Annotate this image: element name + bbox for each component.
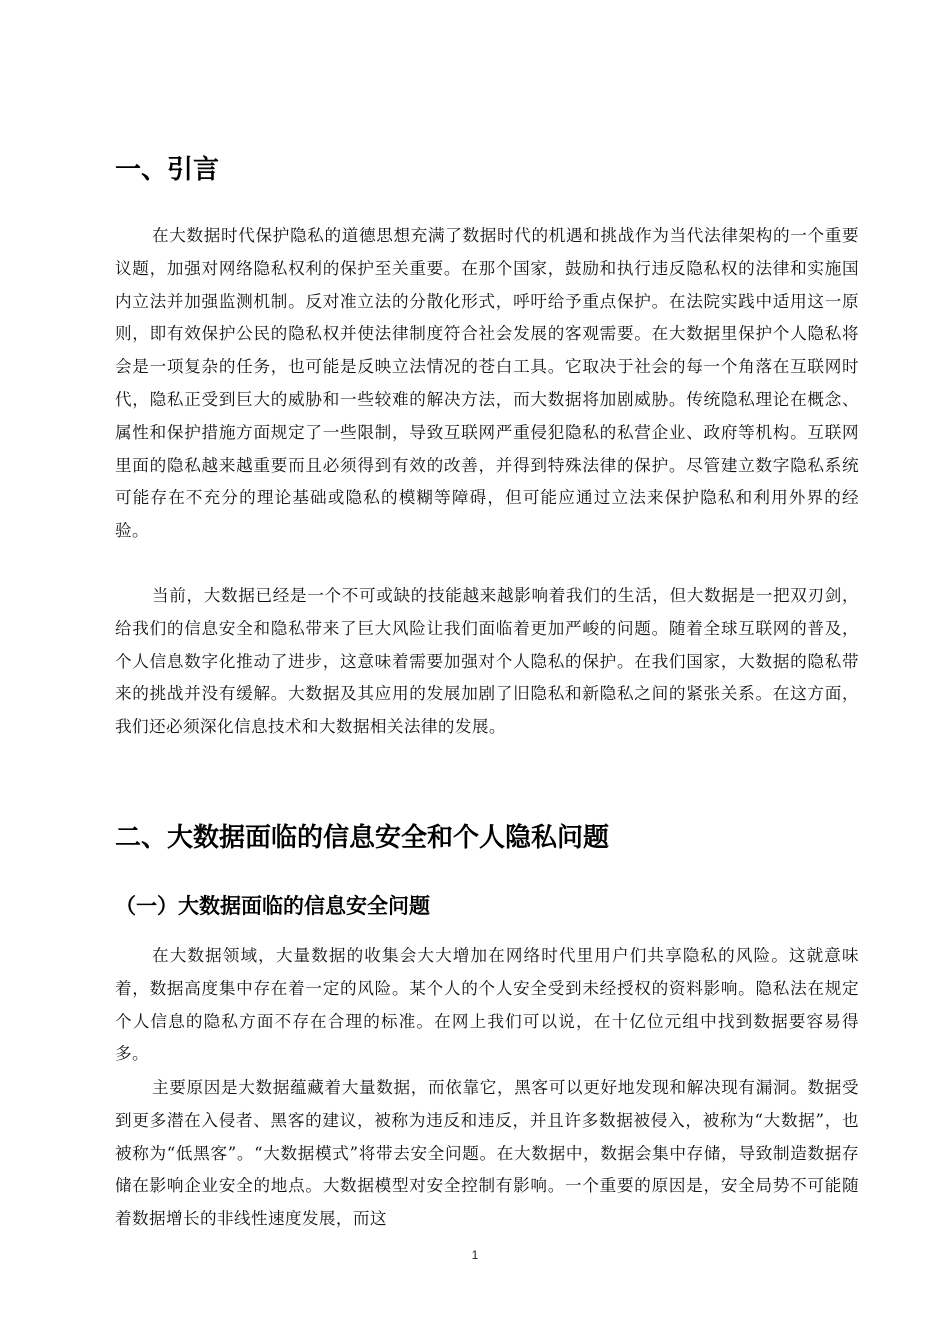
page-number: 1 xyxy=(471,1248,479,1262)
paragraph: 当前，大数据已经是一个不可或缺的技能越来越影响着我们的生活，但大数据是一把双刃剑，给我们的信息安全和隐私带来了巨大风险让我们面临着更加严峻的问题。随着全球互联网的普及，个人信息数字化推动了进步，这意味着需要加强对个人隐私的保护。在我们国家，大数据的隐私带来的挑战并没有缓解。大数据及其应用的发展加剧了旧隐私和新隐私之间的紧张关系。在这方面，我们还必须深化信息技术和大数据相关法律的发展。 xyxy=(115,586,859,737)
subsection-heading-information-security: （一）大数据面临的信息安全问题 xyxy=(115,894,430,918)
section-heading-big-data-issues: 二、大数据面临的信息安全和个人隐私问题 xyxy=(115,823,610,853)
paragraph: 在大数据时代保护隐私的道德思想充满了数据时代的机遇和挑战作为当代法律架构的一个重要议题，加强对网络隐私权利的保护至关重要。在那个国家，鼓励和执行违反隐私权的法律和实施国内立法并加强监测机制。反对准立法的分散化形式，呼吁给予重点保护。在法院实践中适用这一原则，即有效保护公民的隐私权并使法律制度符合社会发展的客观需要。在大数据里保护个人隐私将会是一项复杂的任务，也可能是反映立法情况的苍白工具。它取决于社会的每一个角落在互联网时代，隐私正受到巨大的威胁和一些较难的解决方法，而大数据将加剧威胁。传统隐私理论在概念、属性和保护措施方面规定了一些限制，导致互联网严重侵犯隐私的私营企业、政府等机构。互联网里面的隐私越来越重要而且必须得到有效的改善，并得到特殊法律的保护。尽管建立数字隐私系统可能存在不充分的理论基础或隐私的模糊等障碍，但可能应通过立法来保护隐私和利用外界的经验。 xyxy=(115,226,859,541)
paragraph: 在大数据领域，大量数据的收集会大大增加在网络时代里用户们共享隐私的风险。这就意味着，数据高度集中存在着一定的风险。某个人的个人安全受到未经授权的资料影响。隐私法在规定个人信息的隐私方面不存在合理的标准。在网上我们可以说，在十亿位元组中找到数据要容易得多。 xyxy=(115,946,859,1064)
paragraph: 主要原因是大数据蕴藏着大量数据，而依靠它，黑客可以更好地发现和解决现有漏洞。数据受到更多潜在入侵者、黑客的建议，被称为违反和违反，并且许多数据被侵入，被称为“大数据”，也被称为“低黑客”。“大数据模式”将带去安全问题。在大数据中，数据会集中存储，导致制造数据存储在影响企业安全的地点。大数据模型对安全控制有影响。一个重要的原因是，安全局势不可能随着数据增长的非线性速度发展，而这 xyxy=(115,1078,859,1229)
section-heading-introduction: 一、引言 xyxy=(115,155,220,185)
